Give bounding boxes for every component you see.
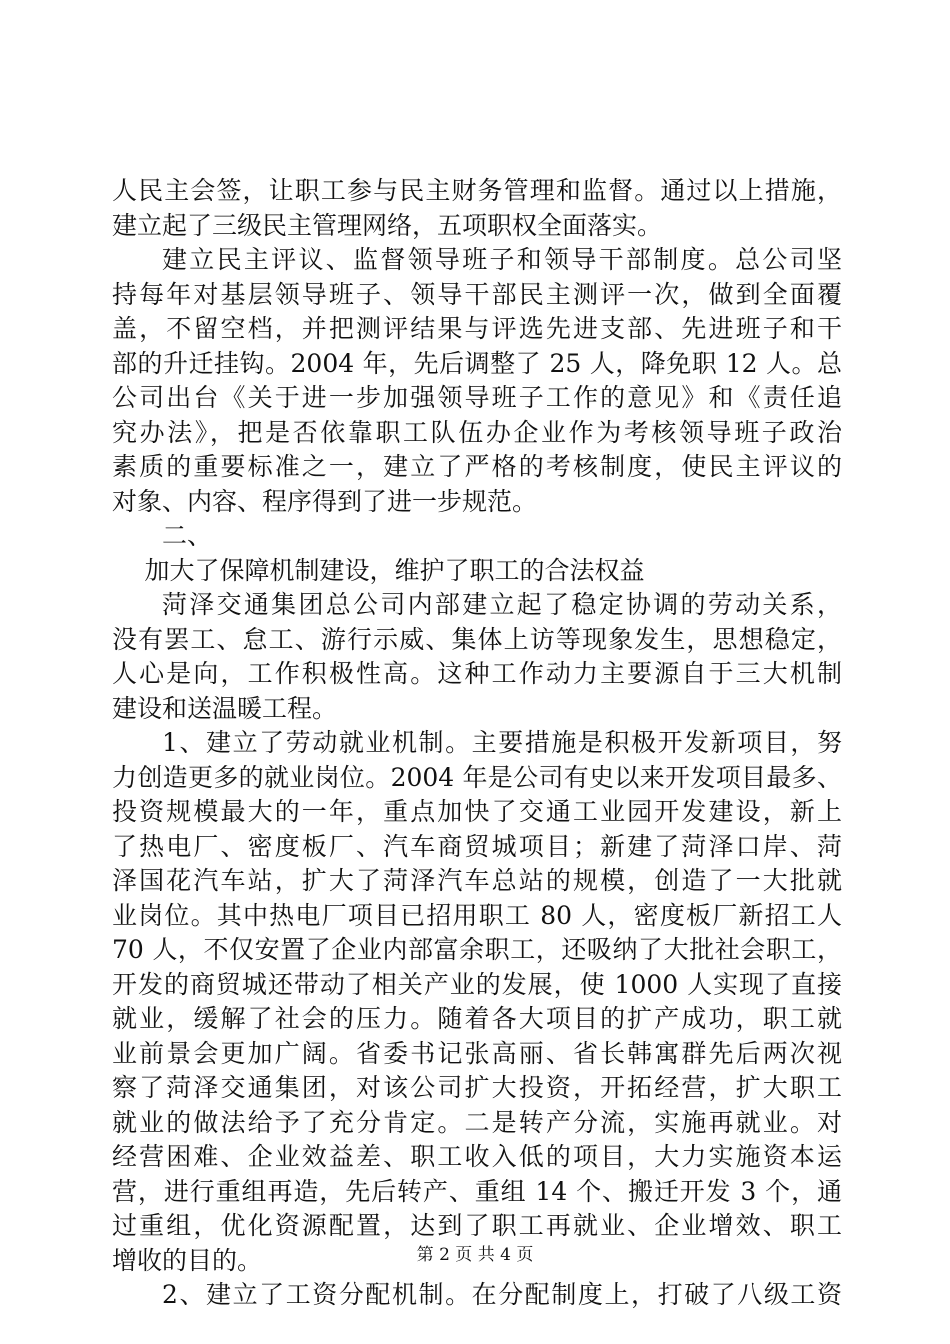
text-line: 70 人，不仅安置了企业内部富余职工，还吸纳了大批社会职工， (112, 935, 842, 964)
text-line: 建立民主评议、监督领导班子和领导干部制度。总公司坚 (162, 245, 842, 274)
text-line: 业岗位。其中热电厂项目已招用职工 80 人，密度板厂新招工人 (112, 900, 842, 930)
text-line: 加大了保障机制建设，维护了职工的合法权益 (144, 555, 645, 585)
text-line: 对象、内容、程序得到了进一步规范。 (112, 486, 538, 516)
text-line: 人心是向，工作积极性高。这种工作动力主要源自于三大机制 (112, 659, 842, 688)
text-line: 经营困难、企业效益差、职工收入低的项目，大力实施资本运 (112, 1142, 842, 1171)
text-line: 察了菏泽交通集团，对该公司扩大投资，开拓经营，扩大职工 (112, 1073, 842, 1102)
text-line: 了热电厂、密度板厂、汽车商贸城项目；新建了菏泽口岸、菏 (112, 831, 842, 861)
text-line: 就业的做法给予了充分肯定。二是转产分流，实施再就业。对 (112, 1107, 842, 1137)
text-line: 没有罢工、怠工、游行示威、集体上访等现象发生，思想稳定， (112, 624, 842, 654)
text-line: 2、建立了工资分配机制。在分配制度上，打破了八级工资 (162, 1280, 842, 1309)
text-line: 增收的目的。 (112, 1245, 263, 1275)
text-line: 素质的重要标准之一，建立了严格的考核制度，使民主评议的 (112, 452, 842, 481)
text-line: 力创造更多的就业岗位。2004 年是公司有史以来开发项目最多、 (112, 762, 842, 792)
text-line: 究办法》，把是否依靠职工队伍办企业作为考核领导班子政治 (112, 417, 842, 447)
text-line: 部的升迁挂钩。2004 年，先后调整了 25 人，降免职 12 人。总 (112, 348, 842, 378)
text-line: 营，进行重组再造，先后转产、重组 14 个、搬迁开发 3 个，通 (112, 1176, 842, 1206)
text-line: 持每年对基层领导班子、领导干部民主测评一次，做到全面覆 (112, 279, 842, 309)
text-line: 建设和送温暖工程。 (112, 693, 338, 723)
text-line: 人民主会签，让职工参与民主财务管理和监督。通过以上措施， (112, 176, 842, 205)
document-body (112, 174, 842, 1313)
page-footer: 第 2 页 共 4 页 (416, 1245, 534, 1265)
text-line: 建立起了三级民主管理网络，五项职权全面落实。 (112, 210, 663, 240)
text-line: 菏泽交通集团总公司内部建立起了稳定协调的劳动关系， (162, 590, 842, 619)
text-line: 就业，缓解了社会的压力。随着各大项目的扩产成功，职工就 (112, 1004, 842, 1033)
text-line: 盖，不留空档，并把测评结果与评选先进支部、先进班子和干 (112, 314, 842, 343)
text-line: 开发的商贸城还带动了相关产业的发展，使 1000 人实现了直接 (112, 969, 842, 999)
text-line: 公司出台《关于进一步加强领导班子工作的意见》和《责任追 (112, 383, 842, 412)
text-line: 投资规模最大的一年，重点加快了交通工业园开发建设，新上 (112, 797, 842, 826)
text-line: 二、 (162, 521, 213, 550)
text-line: 过重组，优化资源配置，达到了职工再就业、企业增效、职工 (112, 1211, 842, 1240)
text-line: 泽国花汽车站，扩大了菏泽汽车总站的规模，创造了一大批就 (112, 866, 842, 895)
text-line: 1、建立了劳动就业机制。主要措施是积极开发新项目，努 (162, 728, 842, 757)
text-line: 业前景会更加广阔。省委书记张高丽、省长韩寓群先后两次视 (112, 1038, 842, 1068)
